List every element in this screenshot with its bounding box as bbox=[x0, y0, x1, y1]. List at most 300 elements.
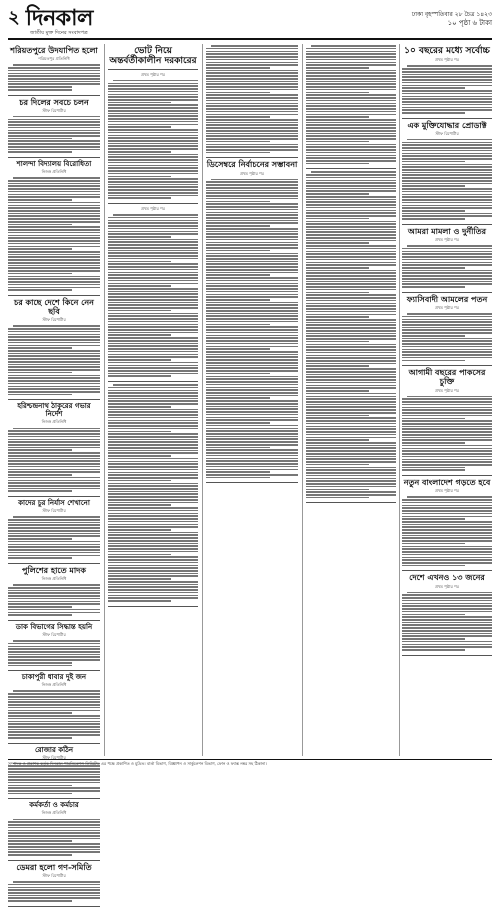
text-line bbox=[8, 331, 100, 333]
news-story bbox=[8, 46, 100, 91]
text-line bbox=[206, 425, 298, 427]
text-line bbox=[306, 144, 396, 146]
text-line bbox=[8, 598, 100, 600]
text-line bbox=[206, 108, 298, 110]
text-line bbox=[108, 236, 171, 238]
text-line bbox=[402, 172, 492, 174]
text-line bbox=[8, 256, 100, 258]
news-story bbox=[402, 368, 492, 471]
text-line bbox=[402, 85, 492, 87]
news-story bbox=[306, 171, 396, 498]
text-line bbox=[402, 420, 492, 422]
text-line bbox=[306, 387, 396, 389]
text-line bbox=[8, 533, 100, 535]
text-line bbox=[108, 132, 198, 134]
text-line bbox=[8, 612, 100, 614]
text-line bbox=[402, 445, 492, 447]
text-line bbox=[8, 138, 72, 140]
text-line bbox=[402, 630, 492, 632]
text-line bbox=[206, 280, 298, 282]
text-line bbox=[306, 385, 396, 387]
text-line bbox=[8, 480, 100, 482]
text-line bbox=[108, 565, 198, 567]
story-headline: ডিসেম্বরে নির্বাচনের সম্ভাবনা bbox=[206, 159, 298, 170]
story-divider bbox=[206, 157, 298, 158]
text-line bbox=[108, 83, 198, 85]
text-line bbox=[8, 388, 100, 390]
text-line bbox=[402, 180, 492, 182]
text-line bbox=[206, 406, 298, 408]
story-divider bbox=[8, 620, 100, 621]
text-line bbox=[8, 458, 100, 460]
text-line bbox=[402, 554, 492, 556]
text-line bbox=[8, 482, 100, 484]
story-headline: ডাক বিভাগের সিদ্ধান্ত হয়নি bbox=[15, 621, 93, 631]
text-line bbox=[8, 207, 100, 209]
text-line bbox=[306, 119, 396, 121]
text-line bbox=[8, 202, 100, 204]
text-line bbox=[306, 262, 396, 264]
text-line bbox=[306, 289, 396, 291]
text-line bbox=[306, 103, 396, 105]
text-line bbox=[206, 203, 298, 205]
text-line bbox=[407, 592, 493, 594]
text-line bbox=[206, 111, 298, 113]
text-line bbox=[108, 433, 198, 435]
text-line bbox=[306, 275, 396, 277]
text-line bbox=[108, 562, 198, 564]
story-byline: নিজস্ব প্রতিনিধি bbox=[41, 682, 67, 688]
masthead-right bbox=[412, 10, 492, 28]
text-line bbox=[306, 223, 396, 225]
text-line bbox=[8, 215, 100, 217]
text-line bbox=[402, 144, 492, 146]
text-line bbox=[402, 210, 465, 212]
text-line bbox=[206, 329, 298, 331]
story-divider bbox=[306, 168, 396, 169]
text-line bbox=[108, 507, 198, 509]
text-line bbox=[402, 207, 492, 209]
text-line bbox=[8, 776, 100, 778]
text-line bbox=[306, 75, 396, 77]
text-line bbox=[402, 535, 492, 537]
text-line bbox=[306, 196, 396, 198]
text-line bbox=[206, 274, 270, 276]
text-line bbox=[402, 537, 492, 539]
text-line bbox=[108, 570, 198, 572]
text-line bbox=[8, 519, 100, 521]
column-5 bbox=[402, 44, 492, 756]
text-line bbox=[8, 452, 100, 454]
text-line bbox=[108, 543, 198, 545]
text-line bbox=[206, 146, 298, 148]
text-line bbox=[206, 56, 298, 58]
text-line bbox=[108, 241, 198, 243]
text-line bbox=[8, 196, 100, 198]
text-line bbox=[402, 453, 492, 455]
text-line bbox=[402, 461, 492, 463]
text-line bbox=[306, 486, 396, 488]
text-line bbox=[402, 407, 492, 409]
text-line bbox=[402, 565, 465, 567]
text-line bbox=[206, 436, 298, 438]
text-line bbox=[108, 452, 198, 454]
text-line bbox=[306, 245, 396, 247]
story-divider bbox=[108, 606, 198, 607]
text-line bbox=[108, 589, 198, 591]
story-byline: শরিয়তপুর প্রতিনিধি bbox=[38, 56, 70, 62]
story-body-text bbox=[8, 116, 100, 153]
text-line bbox=[306, 319, 396, 321]
text-line bbox=[8, 651, 100, 653]
text-line bbox=[206, 190, 298, 192]
text-line bbox=[206, 471, 270, 473]
story-byline: স্টাফ রিপোর্টার bbox=[42, 317, 66, 323]
text-line bbox=[206, 239, 298, 241]
news-story bbox=[108, 72, 198, 199]
story-divider bbox=[306, 502, 396, 503]
text-line bbox=[8, 191, 100, 193]
text-line bbox=[206, 105, 298, 107]
text-line bbox=[206, 378, 298, 380]
text-line bbox=[8, 469, 100, 471]
text-line bbox=[108, 504, 171, 506]
text-line bbox=[8, 342, 100, 344]
text-line bbox=[206, 81, 298, 83]
text-line bbox=[206, 397, 270, 399]
text-line bbox=[206, 228, 298, 230]
text-line bbox=[402, 404, 492, 406]
text-line bbox=[402, 442, 465, 444]
divider bbox=[108, 69, 198, 70]
text-line bbox=[206, 296, 298, 298]
text-line bbox=[8, 270, 100, 272]
text-line bbox=[402, 275, 492, 277]
text-line bbox=[8, 710, 100, 712]
story-body-text bbox=[306, 171, 396, 498]
text-line bbox=[206, 422, 270, 424]
text-line bbox=[206, 452, 298, 454]
text-line bbox=[402, 177, 492, 179]
newspaper-logo: দিনকাল bbox=[25, 5, 93, 31]
column-1 bbox=[8, 44, 100, 878]
text-line bbox=[402, 194, 492, 196]
text-line bbox=[306, 253, 396, 255]
text-line bbox=[402, 611, 492, 613]
text-line bbox=[306, 133, 396, 135]
story-byline: নিজস্ব প্রতিনিধি bbox=[41, 810, 67, 816]
text-line bbox=[306, 467, 396, 469]
text-line bbox=[402, 614, 465, 616]
text-line bbox=[206, 447, 270, 449]
text-line bbox=[206, 285, 298, 287]
text-line bbox=[8, 731, 100, 733]
text-line bbox=[108, 222, 198, 224]
text-line bbox=[8, 557, 72, 559]
text-line bbox=[8, 704, 100, 706]
text-line bbox=[8, 218, 100, 220]
text-line bbox=[8, 328, 100, 330]
text-line bbox=[306, 458, 396, 460]
text-line bbox=[8, 183, 100, 185]
text-line bbox=[8, 394, 72, 396]
text-line bbox=[108, 255, 198, 257]
text-line bbox=[108, 493, 198, 495]
story-divider bbox=[8, 860, 100, 861]
text-line bbox=[8, 549, 100, 551]
text-line bbox=[206, 458, 298, 460]
text-line bbox=[306, 105, 396, 107]
story-body-text bbox=[8, 64, 100, 90]
text-line bbox=[8, 391, 100, 393]
text-line bbox=[108, 417, 198, 419]
story-body-text bbox=[402, 139, 492, 220]
text-line bbox=[306, 297, 396, 299]
text-line bbox=[306, 53, 396, 55]
text-line bbox=[206, 291, 298, 293]
text-line bbox=[108, 334, 171, 336]
text-line bbox=[206, 75, 298, 77]
text-line bbox=[306, 333, 396, 335]
text-line bbox=[306, 278, 396, 280]
text-line bbox=[108, 537, 198, 539]
text-line bbox=[108, 181, 198, 183]
text-line bbox=[8, 824, 100, 826]
text-line bbox=[306, 437, 396, 439]
text-line bbox=[306, 138, 396, 140]
news-story bbox=[8, 499, 100, 559]
text-line bbox=[206, 222, 298, 224]
text-line bbox=[8, 474, 72, 476]
text-line bbox=[402, 183, 492, 185]
text-line bbox=[206, 324, 270, 326]
text-line bbox=[108, 365, 198, 367]
text-line bbox=[8, 699, 100, 701]
text-line bbox=[402, 82, 492, 84]
text-line bbox=[402, 174, 492, 176]
text-line bbox=[402, 507, 492, 509]
text-line bbox=[108, 524, 198, 526]
text-line bbox=[206, 149, 298, 151]
text-line bbox=[306, 300, 396, 302]
text-line bbox=[402, 616, 492, 618]
text-line bbox=[311, 171, 397, 173]
text-line bbox=[206, 135, 298, 137]
text-line bbox=[206, 400, 298, 402]
text-line bbox=[402, 551, 492, 553]
column-rule bbox=[104, 44, 105, 756]
text-line bbox=[108, 356, 198, 358]
text-line bbox=[13, 690, 100, 692]
text-line bbox=[108, 135, 198, 137]
text-line bbox=[206, 141, 270, 143]
text-line bbox=[206, 428, 298, 430]
story-body-text bbox=[206, 179, 298, 479]
text-line bbox=[306, 231, 396, 233]
story-divider bbox=[8, 563, 100, 564]
text-line bbox=[206, 302, 298, 304]
text-line bbox=[206, 214, 298, 216]
text-line bbox=[8, 119, 100, 121]
text-line bbox=[8, 441, 100, 443]
text-line bbox=[8, 83, 100, 85]
text-line bbox=[8, 281, 100, 283]
text-line bbox=[402, 431, 492, 433]
text-line bbox=[306, 491, 396, 493]
text-line bbox=[108, 521, 198, 523]
text-line bbox=[206, 315, 298, 317]
text-line bbox=[8, 248, 72, 250]
text-line bbox=[402, 191, 492, 193]
text-line bbox=[402, 286, 465, 288]
text-line bbox=[108, 315, 198, 317]
text-line bbox=[108, 258, 198, 260]
text-line bbox=[206, 433, 298, 435]
text-line bbox=[402, 79, 492, 81]
text-line bbox=[206, 116, 270, 118]
text-line bbox=[13, 584, 100, 586]
story-body-text bbox=[206, 45, 298, 153]
text-line bbox=[306, 303, 396, 305]
text-line bbox=[306, 116, 369, 118]
text-line bbox=[306, 447, 396, 449]
text-line bbox=[402, 324, 492, 326]
text-line bbox=[206, 321, 298, 323]
text-line bbox=[8, 460, 100, 462]
column-4 bbox=[306, 44, 396, 756]
text-line bbox=[402, 437, 492, 439]
text-line bbox=[108, 233, 198, 235]
text-line bbox=[8, 601, 100, 603]
text-line bbox=[8, 67, 100, 69]
text-line bbox=[306, 122, 396, 124]
story-body-text bbox=[306, 45, 396, 164]
text-line bbox=[206, 332, 298, 334]
text-line bbox=[402, 262, 492, 264]
text-line bbox=[402, 619, 492, 621]
text-line bbox=[108, 488, 198, 490]
news-story bbox=[402, 227, 492, 288]
story-divider bbox=[108, 203, 198, 204]
story-body-text bbox=[108, 214, 198, 377]
story-byline: স্টাফ রিপোর্টার bbox=[42, 107, 66, 113]
text-line bbox=[108, 274, 198, 276]
text-line bbox=[402, 559, 492, 561]
text-line bbox=[8, 466, 100, 468]
text-line bbox=[206, 144, 298, 146]
text-line bbox=[306, 423, 396, 425]
text-line bbox=[108, 159, 198, 161]
text-line bbox=[402, 338, 492, 340]
text-line bbox=[206, 187, 298, 189]
text-line bbox=[8, 149, 100, 151]
text-line bbox=[206, 362, 298, 364]
text-line bbox=[306, 420, 396, 422]
text-line bbox=[108, 526, 198, 528]
text-line bbox=[306, 442, 396, 444]
text-line bbox=[8, 779, 100, 781]
text-line bbox=[108, 398, 198, 400]
text-line bbox=[206, 283, 298, 285]
text-line bbox=[108, 425, 198, 427]
text-line bbox=[108, 192, 198, 194]
text-line bbox=[402, 646, 492, 648]
text-line bbox=[8, 353, 100, 355]
text-line bbox=[402, 516, 492, 518]
text-line bbox=[206, 89, 298, 91]
text-line bbox=[13, 116, 100, 118]
text-line bbox=[108, 578, 171, 580]
text-line bbox=[306, 409, 396, 411]
text-line bbox=[306, 218, 369, 220]
text-line bbox=[206, 455, 298, 457]
story-body-text bbox=[8, 428, 100, 492]
story-headline: আমরা মামলা ও দুর্নীতির bbox=[407, 225, 487, 236]
text-line bbox=[306, 352, 396, 354]
text-line bbox=[108, 584, 198, 586]
story-body-text bbox=[402, 496, 492, 566]
text-line bbox=[402, 87, 465, 89]
text-line bbox=[206, 335, 298, 337]
text-line bbox=[108, 595, 198, 597]
story-headline: শরিয়তপুরে উদযাপিত হলো bbox=[10, 45, 98, 55]
text-line bbox=[306, 483, 396, 485]
text-line bbox=[306, 81, 396, 83]
text-line bbox=[13, 819, 100, 821]
text-line bbox=[108, 463, 198, 465]
newspaper-page bbox=[8, 5, 492, 878]
text-line bbox=[8, 785, 72, 787]
text-line bbox=[402, 594, 492, 596]
news-story bbox=[306, 45, 396, 164]
text-line bbox=[206, 389, 298, 391]
news-story bbox=[8, 566, 100, 616]
text-line bbox=[8, 723, 100, 725]
text-line bbox=[108, 189, 198, 191]
text-line bbox=[306, 204, 396, 206]
text-line bbox=[306, 127, 396, 129]
text-line bbox=[402, 332, 492, 334]
text-line bbox=[206, 201, 270, 203]
text-line bbox=[206, 411, 298, 413]
text-line bbox=[108, 586, 198, 588]
text-line bbox=[306, 281, 396, 283]
text-line bbox=[8, 830, 100, 832]
text-line bbox=[108, 170, 198, 172]
text-line bbox=[206, 103, 298, 105]
text-line bbox=[108, 370, 198, 372]
text-line bbox=[402, 150, 492, 152]
text-line bbox=[402, 401, 492, 403]
text-line bbox=[108, 217, 198, 219]
story-headline: দেশে এখনও ১৩ জনের bbox=[409, 572, 485, 583]
text-line bbox=[108, 477, 198, 479]
story-divider bbox=[8, 157, 100, 158]
text-line bbox=[402, 335, 465, 337]
text-line bbox=[8, 232, 100, 234]
text-line bbox=[8, 121, 100, 123]
text-line bbox=[108, 143, 198, 145]
text-line bbox=[306, 324, 396, 326]
text-line bbox=[8, 366, 100, 368]
text-line bbox=[206, 294, 298, 296]
text-line bbox=[402, 101, 492, 103]
text-line bbox=[206, 326, 298, 328]
text-line bbox=[402, 215, 492, 217]
text-line bbox=[402, 426, 492, 428]
text-line bbox=[306, 86, 396, 88]
story-divider bbox=[108, 381, 198, 382]
